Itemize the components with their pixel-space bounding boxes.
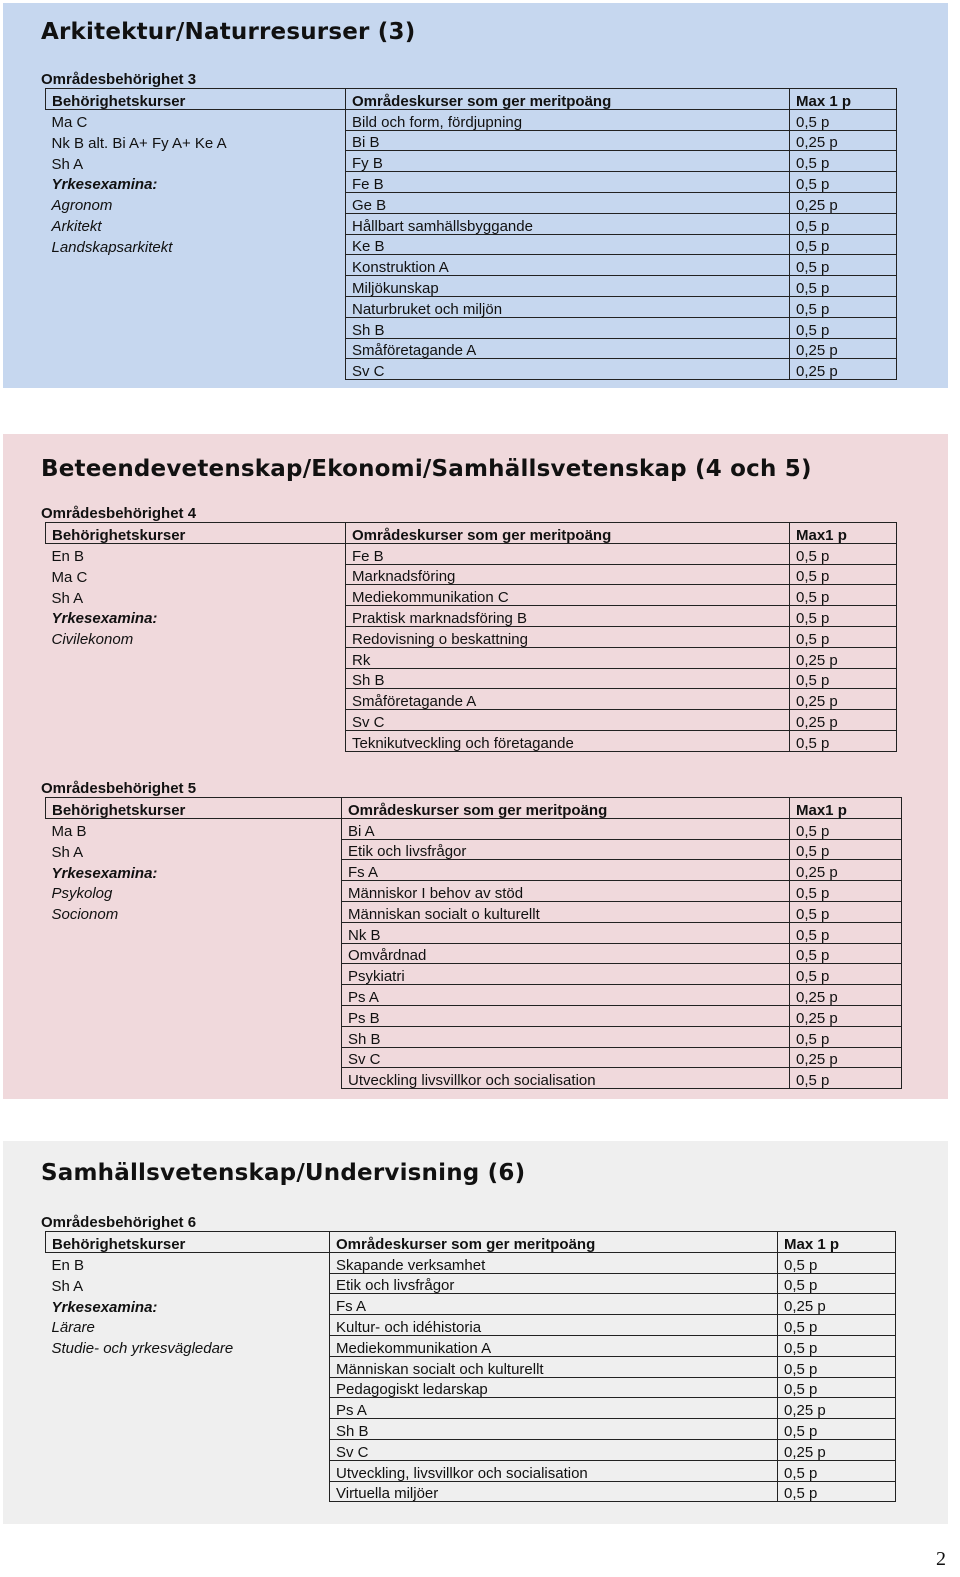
empty-cell — [46, 730, 346, 751]
course-name: Teknikutveckling och företagande — [346, 730, 790, 751]
header-max-points: Max 1 p — [790, 89, 897, 110]
course-name: Människan socialt och kulturellt — [330, 1356, 778, 1377]
course-name: Småföretagande A — [346, 338, 790, 359]
course-name: Virtuella miljöer — [330, 1481, 778, 1502]
header-merit-courses: Områdeskurser som ger meritpoäng — [330, 1232, 778, 1253]
course-name: Hållbart samhällsbyggande — [346, 213, 790, 234]
course-name: Etik och livsfrågor — [342, 839, 790, 860]
course-points: 0,25 p — [790, 130, 897, 151]
prerequisite-item: Sh A — [51, 1277, 84, 1294]
prerequisite-item: Yrkesexamina: — [51, 864, 158, 881]
table-header-row — [46, 89, 897, 110]
empty-cell — [46, 689, 346, 710]
prerequisite-item: En B — [51, 1257, 85, 1274]
course-name: Människan socialt o kulturellt — [342, 901, 790, 922]
header-prerequisite-courses: Behörighetskurser — [46, 89, 346, 110]
empty-cell — [46, 1068, 342, 1089]
course-points: 0,5 p — [778, 1356, 896, 1377]
prerequisite-item: Lärare — [51, 1319, 95, 1336]
empty-cell — [46, 296, 346, 317]
course-points: 0,5 p — [790, 234, 897, 255]
empty-cell — [46, 1398, 330, 1419]
course-points: 0,25 p — [790, 689, 897, 710]
table-row — [46, 1377, 896, 1398]
table-row — [46, 543, 897, 564]
course-table-4 — [45, 522, 897, 752]
course-points: 0,25 p — [790, 647, 897, 668]
table-row — [46, 1005, 902, 1026]
course-name: Fe B — [346, 543, 790, 564]
prerequisite-item: Yrkesexamina: — [51, 1298, 158, 1315]
course-points: 0,25 p — [790, 192, 897, 213]
table-row — [46, 213, 897, 234]
course-points: 0,5 p — [790, 151, 897, 172]
table-row — [46, 317, 897, 338]
course-name: Fs A — [342, 860, 790, 881]
prerequisite-item: Arkitekt — [51, 218, 102, 235]
course-name: Småföretagande A — [346, 689, 790, 710]
course-name: Ps A — [330, 1398, 778, 1419]
table-row — [46, 943, 902, 964]
table-row — [46, 1460, 896, 1481]
table-row — [46, 689, 897, 710]
header-max-points: Max1 p — [790, 523, 897, 544]
table-row — [46, 192, 897, 213]
table-row — [46, 985, 902, 1006]
prerequisite-item: Sh A — [51, 843, 84, 860]
header-prerequisite-courses: Behörighetskurser — [46, 798, 342, 819]
course-points: 0,5 p — [790, 109, 897, 130]
course-points: 0,25 p — [778, 1294, 896, 1315]
table-row — [46, 668, 897, 689]
course-name: Kultur- och idéhistoria — [330, 1315, 778, 1336]
table-row — [46, 276, 897, 297]
empty-cell — [46, 710, 346, 731]
table-header-row — [46, 798, 902, 819]
table-row — [46, 1335, 896, 1356]
course-points: 0,5 p — [790, 585, 897, 606]
course-points: 0,5 p — [790, 564, 897, 585]
header-merit-courses: Områdeskurser som ger meritpoäng — [346, 89, 790, 110]
course-name: Sv C — [346, 710, 790, 731]
table-row — [46, 1481, 896, 1502]
course-name: Fe B — [346, 172, 790, 193]
course-name: Bild och form, fördjupning — [346, 109, 790, 130]
course-points: 0,5 p — [790, 730, 897, 751]
course-name: Sv C — [346, 359, 790, 380]
section-panel-2 — [3, 434, 948, 1099]
table-row — [46, 585, 897, 606]
course-name: Nk B — [342, 922, 790, 943]
course-name: Bi B — [346, 130, 790, 151]
empty-cell — [46, 1439, 330, 1460]
table-header-row — [46, 523, 897, 544]
course-name: Sv C — [330, 1439, 778, 1460]
course-points: 0,25 p — [790, 1047, 902, 1068]
course-table-5 — [45, 797, 902, 1089]
table-row — [46, 1315, 896, 1336]
table-row — [46, 1026, 902, 1047]
course-name: Fy B — [346, 151, 790, 172]
empty-cell — [46, 359, 346, 380]
course-points: 0,5 p — [790, 213, 897, 234]
course-points: 0,5 p — [778, 1252, 896, 1273]
course-name: Rk — [346, 647, 790, 668]
course-points: 0,5 p — [790, 1026, 902, 1047]
course-points: 0,25 p — [790, 338, 897, 359]
course-points: 0,5 p — [790, 922, 902, 943]
empty-cell — [46, 964, 342, 985]
course-name: Pedagogiskt ledarskap — [330, 1377, 778, 1398]
empty-cell — [46, 1005, 342, 1026]
table-row — [46, 172, 897, 193]
table-row — [46, 1294, 896, 1315]
course-name: Psykiatri — [342, 964, 790, 985]
course-points: 0,25 p — [790, 985, 902, 1006]
table-row — [46, 626, 897, 647]
empty-cell — [46, 1481, 330, 1502]
course-name: Utveckling, livsvillkor och socialisation — [330, 1460, 778, 1481]
table-row — [46, 296, 897, 317]
course-name: Konstruktion A — [346, 255, 790, 276]
course-points: 0,5 p — [790, 626, 897, 647]
empty-cell — [46, 276, 346, 297]
empty-cell — [46, 1026, 342, 1047]
group-label-4: Områdesbehörighet 4 — [41, 505, 197, 522]
table-row — [46, 338, 897, 359]
course-points: 0,5 p — [778, 1419, 896, 1440]
course-name: Skapande verksamhet — [330, 1252, 778, 1273]
course-points: 0,5 p — [790, 818, 902, 839]
course-name: Sh B — [342, 1026, 790, 1047]
table-row — [46, 564, 897, 585]
table-row — [46, 109, 897, 130]
course-name: Utveckling livsvillkor och socialisation — [342, 1068, 790, 1089]
table-row — [46, 647, 897, 668]
empty-cell — [46, 1460, 330, 1481]
table-row — [46, 606, 897, 627]
course-points: 0,5 p — [778, 1335, 896, 1356]
course-table-3 — [45, 88, 897, 380]
course-points: 0,5 p — [790, 668, 897, 689]
header-merit-courses: Områdeskurser som ger meritpoäng — [342, 798, 790, 819]
empty-cell — [46, 338, 346, 359]
prerequisite-item: Ma C — [51, 114, 88, 131]
section-title-1: Arkitektur/Naturresurser (3) — [41, 19, 416, 45]
table-row — [46, 359, 897, 380]
table-row — [46, 1398, 896, 1419]
table-row — [46, 730, 897, 751]
course-name: Ps B — [342, 1005, 790, 1026]
course-name: Marknadsföring — [346, 564, 790, 585]
course-name: Fs A — [330, 1294, 778, 1315]
course-name: Sh B — [330, 1419, 778, 1440]
course-table-6 — [45, 1231, 896, 1502]
table-row — [46, 860, 902, 881]
table-row — [46, 922, 902, 943]
course-points: 0,5 p — [778, 1377, 896, 1398]
table-row — [46, 1068, 902, 1089]
prerequisite-item: Ma C — [51, 568, 88, 585]
course-points: 0,25 p — [778, 1439, 896, 1460]
empty-cell — [46, 1419, 330, 1440]
prerequisite-item: Civilekonom — [51, 631, 134, 648]
course-points: 0,5 p — [778, 1481, 896, 1502]
empty-cell — [46, 1377, 330, 1398]
prerequisite-item: Landskapsarkitekt — [51, 238, 173, 255]
table-row — [46, 1356, 896, 1377]
course-points: 0,5 p — [790, 1068, 902, 1089]
course-points: 0,5 p — [790, 881, 902, 902]
course-points: 0,25 p — [790, 860, 902, 881]
table-row — [46, 130, 897, 151]
header-prerequisite-courses: Behörighetskurser — [46, 1232, 330, 1253]
prerequisite-item: Yrkesexamina: — [51, 610, 158, 627]
course-name: Sh B — [346, 668, 790, 689]
empty-cell — [46, 985, 342, 1006]
course-name: Etik och livsfrågor — [330, 1273, 778, 1294]
prerequisite-item: Sh A — [51, 589, 84, 606]
course-name: Mediekommunikation A — [330, 1335, 778, 1356]
header-max-points: Max1 p — [790, 798, 902, 819]
course-name: Omvårdnad — [342, 943, 790, 964]
table-row — [46, 839, 902, 860]
prerequisite-item: Yrkesexamina: — [51, 176, 158, 193]
section-title-3: Samhällsvetenskap/Undervisning (6) — [41, 1160, 526, 1186]
course-points: 0,5 p — [790, 901, 902, 922]
course-points: 0,5 p — [790, 964, 902, 985]
empty-cell — [46, 255, 346, 276]
course-points: 0,5 p — [778, 1273, 896, 1294]
course-name: Redovisning o beskattning — [346, 626, 790, 647]
page-number: 2 — [936, 1548, 946, 1570]
prerequisite-item: Sh A — [51, 155, 84, 172]
table-row — [46, 1252, 896, 1273]
course-name: Ke B — [346, 234, 790, 255]
prerequisite-item: Agronom — [51, 197, 113, 214]
prerequisite-item: Psykolog — [51, 885, 113, 902]
course-points: 0,5 p — [790, 317, 897, 338]
course-points: 0,5 p — [790, 606, 897, 627]
course-name: Praktisk marknadsföring B — [346, 606, 790, 627]
course-name: Miljökunskap — [346, 276, 790, 297]
table-row — [46, 881, 902, 902]
prerequisite-item: Nk B alt. Bi A+ Fy A+ Ke A — [51, 134, 227, 151]
section-panel-3 — [3, 1141, 948, 1524]
table-row — [46, 1047, 902, 1068]
course-name: Ps A — [342, 985, 790, 1006]
table-row — [46, 710, 897, 731]
course-points: 0,5 p — [790, 172, 897, 193]
empty-cell — [46, 1047, 342, 1068]
course-name: Mediekommunikation C — [346, 585, 790, 606]
course-points: 0,25 p — [790, 1005, 902, 1026]
prerequisite-item: Studie- och yrkesvägledare — [51, 1340, 234, 1357]
prerequisite-item: Socionom — [51, 906, 119, 923]
course-points: 0,25 p — [790, 359, 897, 380]
table-row — [46, 255, 897, 276]
course-name: Naturbruket och miljön — [346, 296, 790, 317]
course-points: 0,25 p — [778, 1398, 896, 1419]
header-prerequisite-courses: Behörighetskurser — [46, 523, 346, 544]
course-points: 0,25 p — [790, 710, 897, 731]
empty-cell — [46, 943, 342, 964]
course-points: 0,5 p — [790, 943, 902, 964]
empty-cell — [46, 1356, 330, 1377]
course-points: 0,5 p — [778, 1460, 896, 1481]
course-name: Människor I behov av stöd — [342, 881, 790, 902]
empty-cell — [46, 668, 346, 689]
empty-cell — [46, 922, 342, 943]
header-merit-courses: Områdeskurser som ger meritpoäng — [346, 523, 790, 544]
table-header-row — [46, 1232, 896, 1253]
section-panel-1 — [3, 3, 948, 388]
course-points: 0,5 p — [790, 839, 902, 860]
table-row — [46, 1273, 896, 1294]
prerequisite-item: Ma B — [51, 823, 87, 840]
course-name: Bi A — [342, 818, 790, 839]
table-row — [46, 151, 897, 172]
course-name: Sh B — [346, 317, 790, 338]
table-row — [46, 1419, 896, 1440]
course-points: 0,5 p — [790, 543, 897, 564]
empty-cell — [46, 317, 346, 338]
section-title-2: Beteendevetenskap/Ekonomi/Samhällsvetenskap (4 och 5) — [41, 456, 812, 482]
table-row — [46, 964, 902, 985]
course-points: 0,5 p — [790, 296, 897, 317]
course-points: 0,5 p — [790, 255, 897, 276]
prerequisite-item: En B — [51, 548, 85, 565]
table-row — [46, 234, 897, 255]
course-name: Sv C — [342, 1047, 790, 1068]
group-label-6: Områdesbehörighet 6 — [41, 1214, 197, 1231]
course-name: Ge B — [346, 192, 790, 213]
empty-cell — [46, 647, 346, 668]
table-row — [46, 1439, 896, 1460]
table-row — [46, 901, 902, 922]
group-label-3: Områdesbehörighet 3 — [41, 71, 197, 88]
table-row — [46, 818, 902, 839]
group-label-5: Områdesbehörighet 5 — [41, 780, 197, 797]
course-points: 0,5 p — [778, 1315, 896, 1336]
header-max-points: Max 1 p — [778, 1232, 896, 1253]
course-points: 0,5 p — [790, 276, 897, 297]
